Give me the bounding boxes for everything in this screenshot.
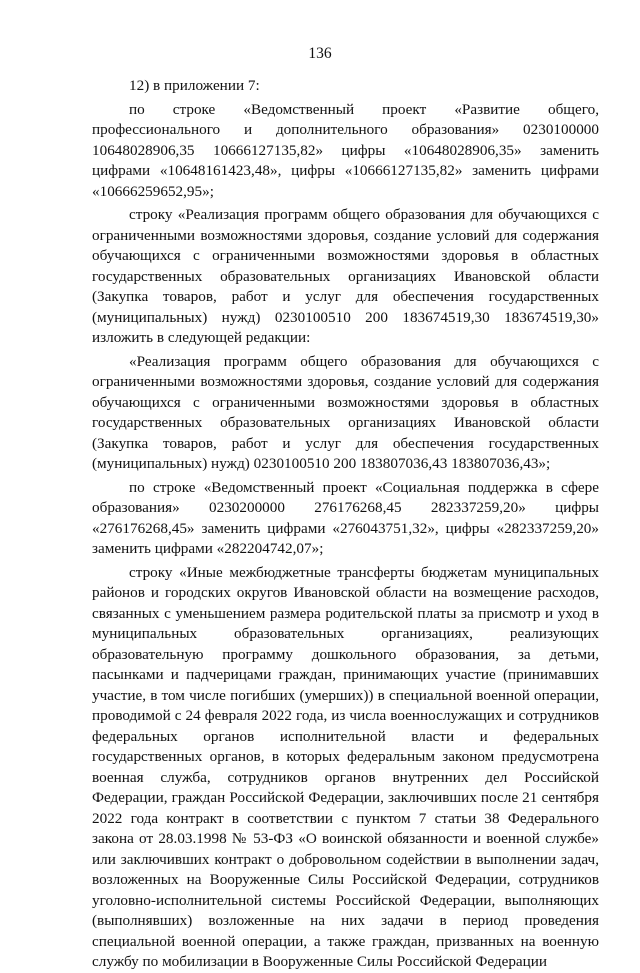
paragraph-item-12: 12) в приложении 7: — [129, 77, 260, 94]
paragraph-interbudget-transfers: строку «Иные межбюджетные трансферты бюджетам муниципальных районов и городских округов Ивановской области на возмещение расходов, связанных с уменьшением размера родительской платы за присмотр и уход в муниципальных образовательных организациях, реализующих образовательную программу дошкольного образования, за детьми, пасынками и падчерицами граждан, принимающих участие (принимавших участие, в том числе погибших (умерших)) в специальной военной операции, проводимой с 24 февраля 2022 года, из числа военнослужащих и сотрудников федеральных органов исполнительной власти и федеральных государственных органов, в которых федеральным законом предусмотрена военная служба, сотрудников органов внутренних дел Российской Федерации, граждан Российской Федерации, заключивших после 21 сентября 2022 года контракт в соответствии с пунктом 7 статьи 38 Федерального закона от 28.03.1998 № 53-ФЗ «О воинской обязанности и военной службе» или заключивших контракт о добровольном содействии в выполнении задач, возложенных на Вооруженные Силы Российской Федерации, сотрудников уголовно-исполнительной системы Российской Федерации, выполняющих (выполнявших) возложенные на них задачи в период проведения специальной военной операции, а также граждан, призванных на военную службу по мобилизации в Вооруженные Силы Российской Федерации — [92, 563, 599, 970]
page-number: 136 — [308, 45, 332, 62]
document-body — [92, 76, 599, 973]
paragraph-replace-social-support-project: по строке «Ведомственный проект «Социальная поддержка в сфере образования» 0230200000 276176268,45 282337259,20» цифры «276176268,45» заменить цифрами «276043751,32», цифры «282337259,20» заменить цифрами «282204742,07»; — [92, 478, 599, 557]
paragraph-restate-line-intro: строку «Реализация программ общего образования для обучающихся с ограниченными возможностями здоровья, создание условий для содержания обучающихся с ограниченными возможностями здоровья в областных государственных образовательных организациях Ивановской области (Закупка товаров, работ и услуг для обеспечения государственных (муниципальных) нужд) 0230100510 200 183674519,30 183674519,30» изложить в следующей редакции: — [92, 206, 599, 346]
paragraph-new-line-text: «Реализация программ общего образования для обучающихся с ограниченными возможностями здоровья, создание условий для содержания обучающихся с ограниченными возможностями здоровья в областных государственных образовательных организациях Ивановской области (Закупка товаров, работ и услуг для обеспечения государственных (муниципальных) нужд) 0230100510 200 183807036,43 183807036,43»; — [92, 352, 599, 472]
paragraph-replace-development-project: по строке «Ведомственный проект «Развитие общего, профессионального и дополнительного образования» 0230100000 10648028906,35 10666127135,82» цифры «10648028906,35» заменить цифрами «10648161423,48», цифры «10666127135,82» заменить цифрами «10666259652,95»; — [92, 100, 599, 200]
